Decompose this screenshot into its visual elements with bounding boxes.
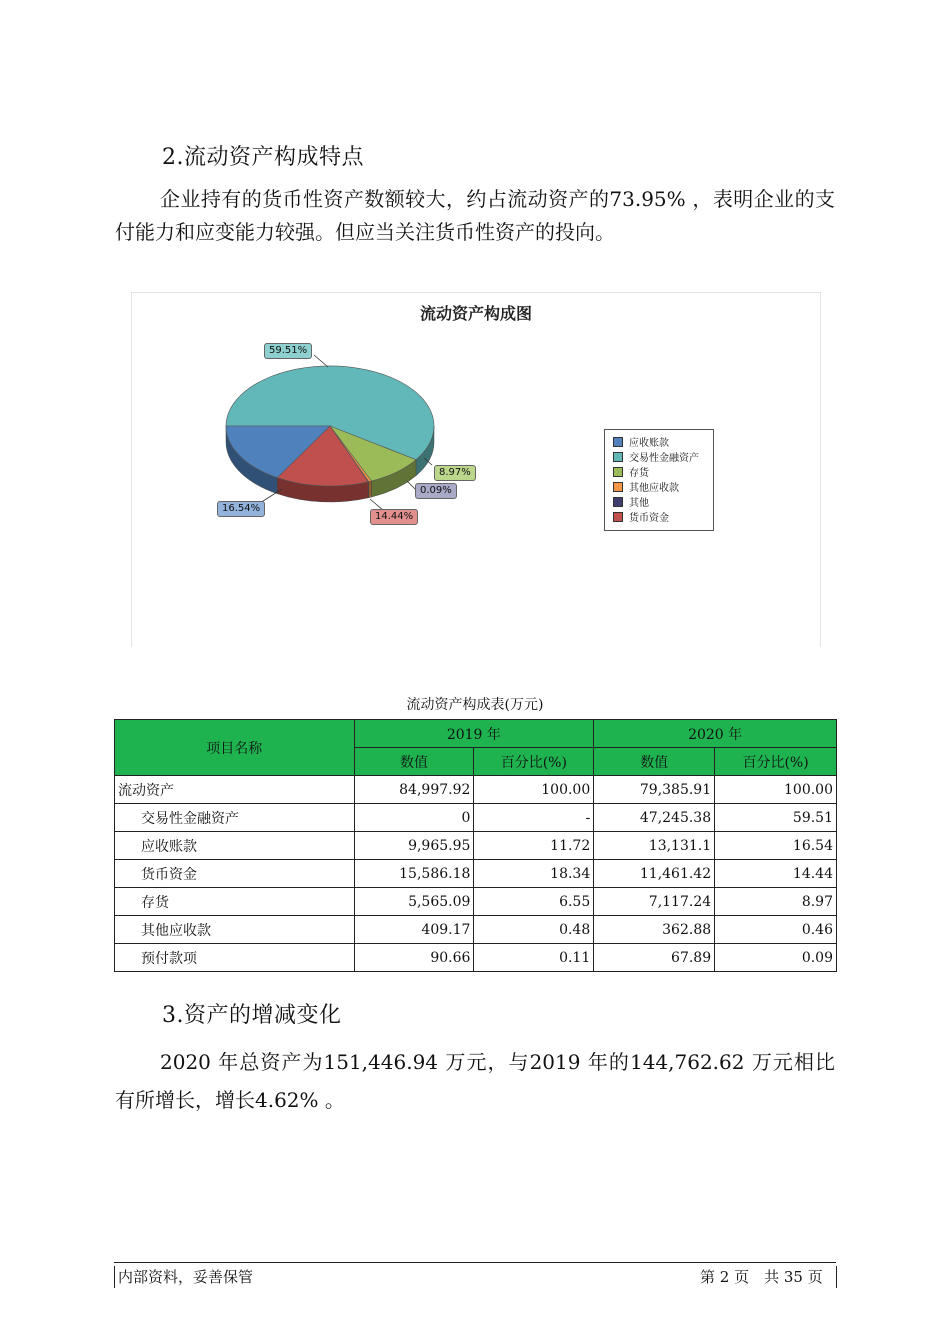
row-value-2020: 7,117.24: [594, 888, 715, 916]
table-row: [115, 916, 837, 944]
header-year-2019: 2019 年: [354, 720, 594, 748]
row-pct-2019: 18.34: [474, 860, 594, 888]
row-value-2019: 90.66: [354, 944, 474, 972]
footer-right-bar: [836, 1266, 837, 1288]
legend-label: 交易性金融资产: [629, 453, 699, 464]
pie-label-inventory: 8.97%: [434, 465, 476, 481]
legend-swatch: [613, 482, 623, 492]
table-caption: 流动资产构成表(万元): [406, 697, 544, 713]
row-value-2019: 5,565.09: [354, 888, 474, 916]
header-item-name: 项目名称: [115, 720, 355, 776]
row-name: 存货: [115, 888, 355, 916]
row-pct-2019: 0.48: [474, 916, 594, 944]
row-name: 预付款项: [115, 944, 355, 972]
pie-leader-line: [314, 355, 328, 367]
row-name: 货币资金: [115, 860, 355, 888]
pie-label-receivables: 16.54%: [217, 501, 265, 517]
legend-item: [605, 494, 713, 509]
row-name: 流动资产: [115, 776, 355, 804]
legend-swatch: [613, 497, 623, 507]
row-value-2020: 13,131.1: [594, 832, 715, 860]
pie-chart: [132, 293, 820, 647]
row-pct-2020: 14.44: [715, 860, 837, 888]
pie-label-cash: 14.44%: [370, 509, 418, 525]
legend-swatch: [613, 437, 623, 447]
legend-swatch: [613, 512, 623, 522]
row-value-2020: 79,385.91: [594, 776, 715, 804]
section-heading-current-assets: 2.流动资产构成特点: [162, 145, 364, 170]
legend-item: [605, 464, 713, 479]
row-pct-2019: 100.00: [474, 776, 594, 804]
header-value-2019: 数值: [354, 748, 474, 776]
table-row: [115, 776, 837, 804]
chart-legend: [604, 429, 714, 531]
legend-label: 存货: [629, 468, 649, 479]
footer-left-bar: [114, 1266, 115, 1288]
pie-chart-panel: [131, 292, 821, 647]
row-pct-2020: 0.46: [715, 916, 837, 944]
footer-divider: [114, 1262, 836, 1263]
row-pct-2020: 100.00: [715, 776, 837, 804]
row-name: 其他应收款: [115, 916, 355, 944]
section-heading-asset-change: 3.资产的增减变化: [162, 1003, 342, 1028]
legend-item: [605, 434, 713, 449]
legend-label: 其他应收款: [629, 483, 679, 494]
row-pct-2019: 6.55: [474, 888, 594, 916]
row-name: 交易性金融资产: [115, 804, 355, 832]
pie-label-other: 0.09%: [415, 483, 457, 499]
legend-label: 货币资金: [629, 513, 669, 524]
row-pct-2020: 16.54: [715, 832, 837, 860]
row-value-2020: 47,245.38: [594, 804, 715, 832]
table-row: [115, 804, 837, 832]
footer-page-number: 第 2 页 共 35 页: [700, 1268, 823, 1286]
row-value-2019: 0: [354, 804, 474, 832]
legend-item: [605, 449, 713, 464]
row-pct-2019: 11.72: [474, 832, 594, 860]
row-value-2019: 9,965.95: [354, 832, 474, 860]
header-year-2020: 2020 年: [594, 720, 837, 748]
legend-item: [605, 479, 713, 494]
pie-slice-side: [369, 481, 372, 498]
legend-label: 应收账款: [629, 438, 669, 449]
table-row: [115, 944, 837, 972]
legend-swatch: [613, 452, 623, 462]
table-row: [115, 860, 837, 888]
footer-confidential: 内部资料，妥善保管: [118, 1268, 254, 1286]
row-value-2020: 362.88: [594, 916, 715, 944]
row-pct-2020: 0.09: [715, 944, 837, 972]
row-value-2020: 67.89: [594, 944, 715, 972]
chart-title: 流动资产构成图: [419, 304, 532, 323]
row-value-2020: 11,461.42: [594, 860, 715, 888]
current-assets-table: [114, 719, 837, 972]
header-value-2020: 数值: [594, 748, 715, 776]
header-pct-2019: 百分比(%): [474, 748, 594, 776]
legend-label: 其他: [629, 498, 649, 509]
row-value-2019: 409.17: [354, 916, 474, 944]
pie-label-trading-assets: 59.51%: [264, 343, 312, 359]
section-paragraph-asset-change: 2020 年总资产为151,446.94 万元，与2019 年的144,762.62 万元相比有所增长，增长4.62% 。: [115, 1050, 835, 1112]
row-value-2019: 15,586.18: [354, 860, 474, 888]
header-pct-2020: 百分比(%): [715, 748, 837, 776]
legend-swatch: [613, 467, 623, 477]
row-name: 应收账款: [115, 832, 355, 860]
section-paragraph-current-assets: 企业持有的货币性资产数额较大，约占流动资产的73.95% ，表明企业的支付能力和应变能力较强。但应当关注货币性资产的投向。: [115, 187, 835, 244]
row-pct-2020: 8.97: [715, 888, 837, 916]
row-pct-2019: -: [474, 804, 594, 832]
table-row: [115, 832, 837, 860]
row-pct-2020: 59.51: [715, 804, 837, 832]
row-value-2019: 84,997.92: [354, 776, 474, 804]
pie-leader-line: [407, 481, 415, 489]
table-row: [115, 888, 837, 916]
legend-item: [605, 509, 713, 524]
row-pct-2019: 0.11: [474, 944, 594, 972]
